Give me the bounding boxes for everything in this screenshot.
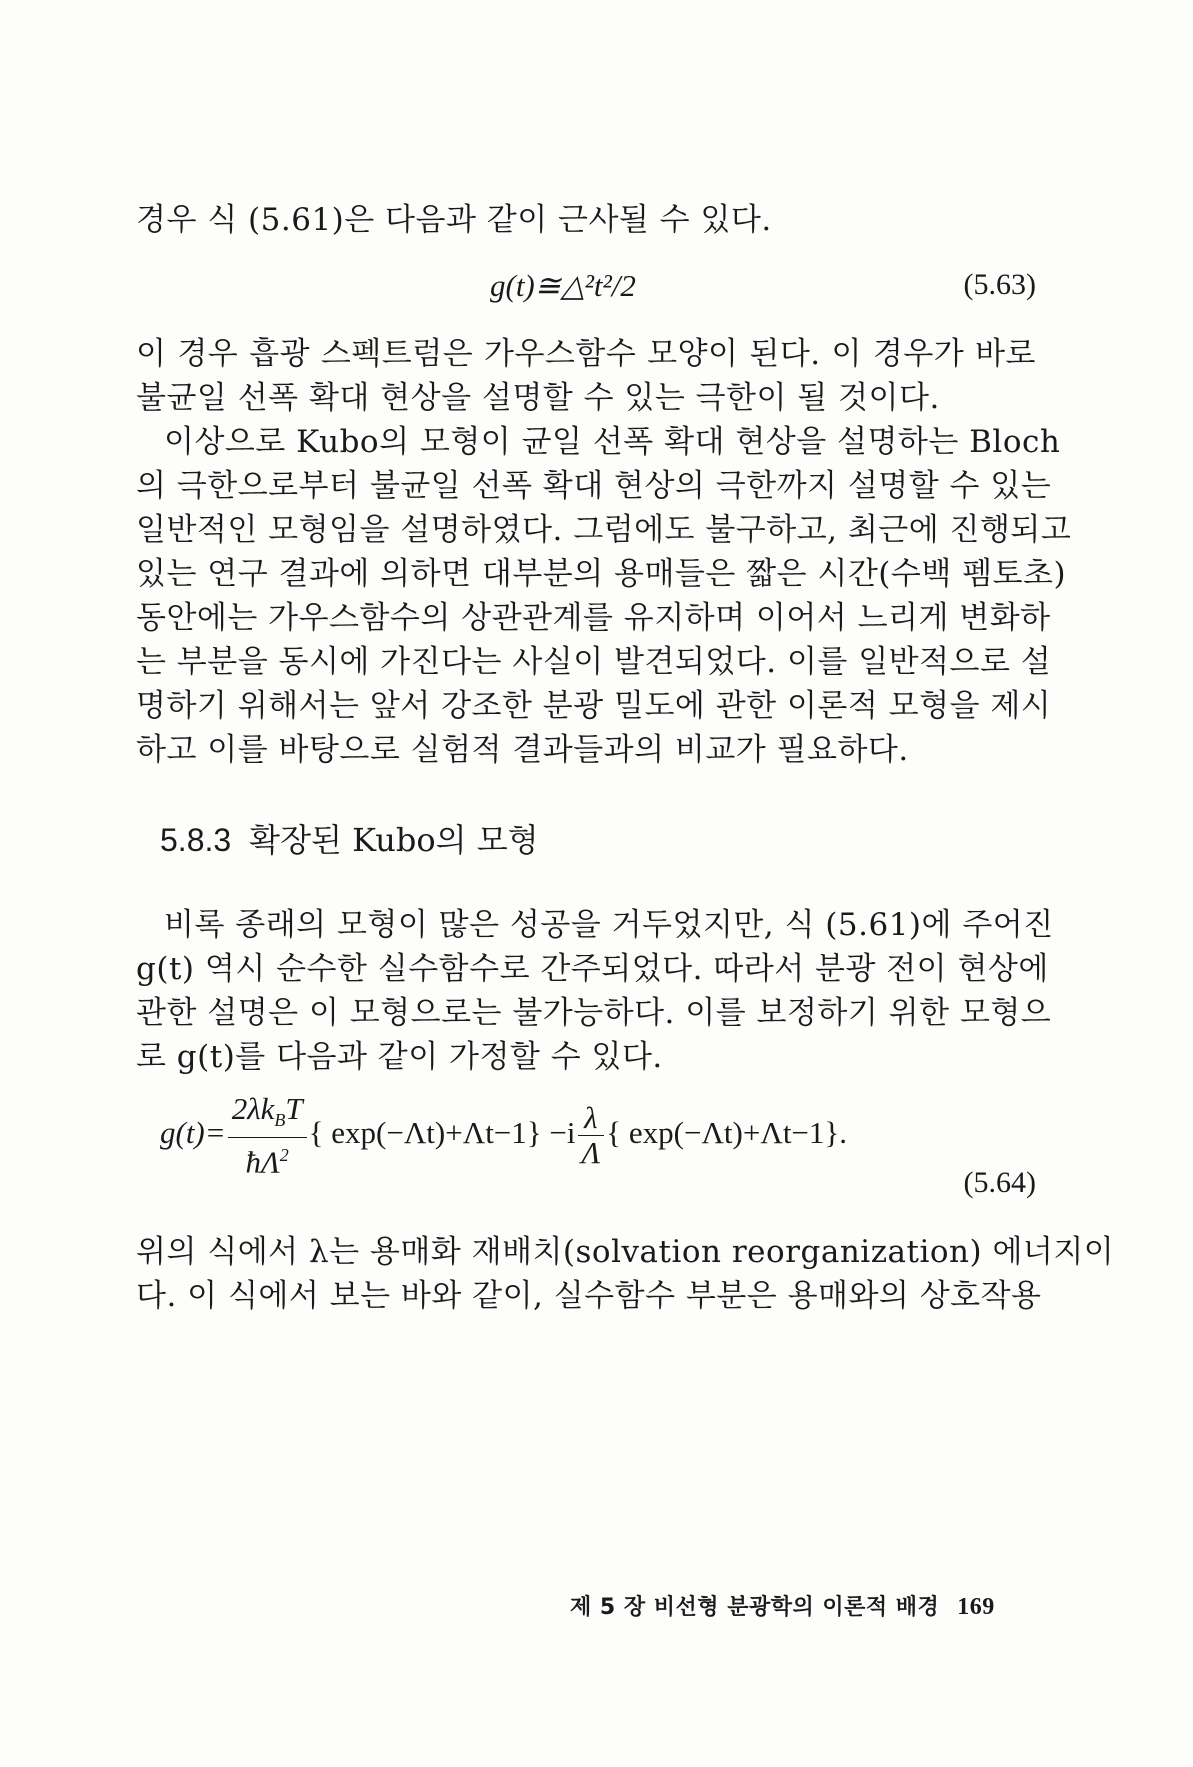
text-line: 다. 이 식에서 보는 바와 같이, 실수함수 부분은 용매와의 상호작용: [136, 1278, 1042, 1314]
text-line: 명하기 위해서는 앞서 강조한 분광 밀도에 관한 이론적 모형을 제시: [136, 688, 1052, 724]
text-line: 이 경우 흡광 스펙트럼은 가우스함수 모양이 된다. 이 경우가 바로: [136, 336, 1036, 372]
text-line: 하고 이를 바탕으로 실험적 결과들과의 비교가 필요하다.: [136, 732, 909, 768]
fraction-prefactor: [228, 1092, 307, 1180]
text-line: 관한 설명은 이 모형으로는 불가능하다. 이를 보정하기 위한 모형으: [136, 995, 1052, 1031]
text-line: 경우 식 (5.61)은 다음과 같이 근사될 수 있다.: [136, 202, 772, 238]
text-line: 이상으로 Kubo의 모형이 균일 선폭 확대 현상을 설명하는 Bloch: [164, 424, 1061, 460]
text-line: 로 g(t)를 다음과 같이 가정할 수 있다.: [136, 1039, 663, 1075]
section-number: 5.8.3: [160, 822, 232, 858]
text-line: 동안에는 가우스함수의 상관관계를 유지하며 이어서 느리게 변화하: [136, 600, 1051, 636]
equation-text: g(t)≅△²t²/2: [490, 268, 636, 303]
text-line: 일반적인 모형임을 설명하였다. 그럼에도 불구하고, 최근에 진행되고: [136, 512, 1072, 548]
text-line: 는 부분을 동시에 가진다는 사실이 발견되었다. 이를 일반적으로 설: [136, 644, 1052, 680]
superscript: 2: [279, 1145, 289, 1166]
text-line: 위의 식에서 λ는 용매화 재배치(solvation reorganization) 에너지이: [136, 1234, 1115, 1270]
equation-number: (5.64): [963, 1166, 1036, 1199]
equation-tail: { exp(−Λt)+Λt−1}.: [606, 1114, 848, 1150]
text-line: g(t) 역시 순수한 실수함수로 간주되었다. 따라서 분광 전이 현상에: [136, 951, 1049, 987]
chapter-title: 제 5 장 비선형 분광학의 이론적 배경: [570, 1595, 940, 1620]
section-heading: [160, 815, 539, 861]
fraction-numerator: 2λk: [231, 1091, 275, 1126]
text-line: 있는 연구 결과에 의하면 대부분의 용매들은 짧은 시간(수백 펨토초): [136, 556, 1067, 592]
page-number: 169: [957, 1594, 995, 1620]
text-line: 비록 종래의 모형이 많은 성공을 거두었지만, 식 (5.61)에 주어진: [164, 907, 1054, 943]
fraction-ratio: [578, 1101, 605, 1170]
equation-middle: { exp(−Λt)+Λt−1} −i: [308, 1114, 576, 1150]
fraction-denominator: Λ: [581, 1135, 601, 1171]
fraction-numerator: λ: [578, 1101, 605, 1136]
text-line: 의 극한으로부터 불균일 선폭 확대 현상의 극한까지 설명할 수 있는: [136, 468, 1052, 504]
fraction-denominator: ħΛ: [245, 1144, 280, 1180]
equation-5-63: [490, 268, 636, 304]
equation-lhs: g(t)=: [160, 1114, 226, 1150]
equation-5-64: [160, 1092, 847, 1180]
page-footer: [570, 1590, 995, 1621]
fraction-numerator-tail: T: [285, 1091, 303, 1126]
equation-number: (5.63): [963, 268, 1036, 301]
subscript: B: [274, 1110, 286, 1131]
text-line: 불균일 선폭 확대 현상을 설명할 수 있는 극한이 될 것이다.: [136, 380, 940, 416]
section-title: 확장된 Kubo의 모형: [249, 821, 539, 859]
